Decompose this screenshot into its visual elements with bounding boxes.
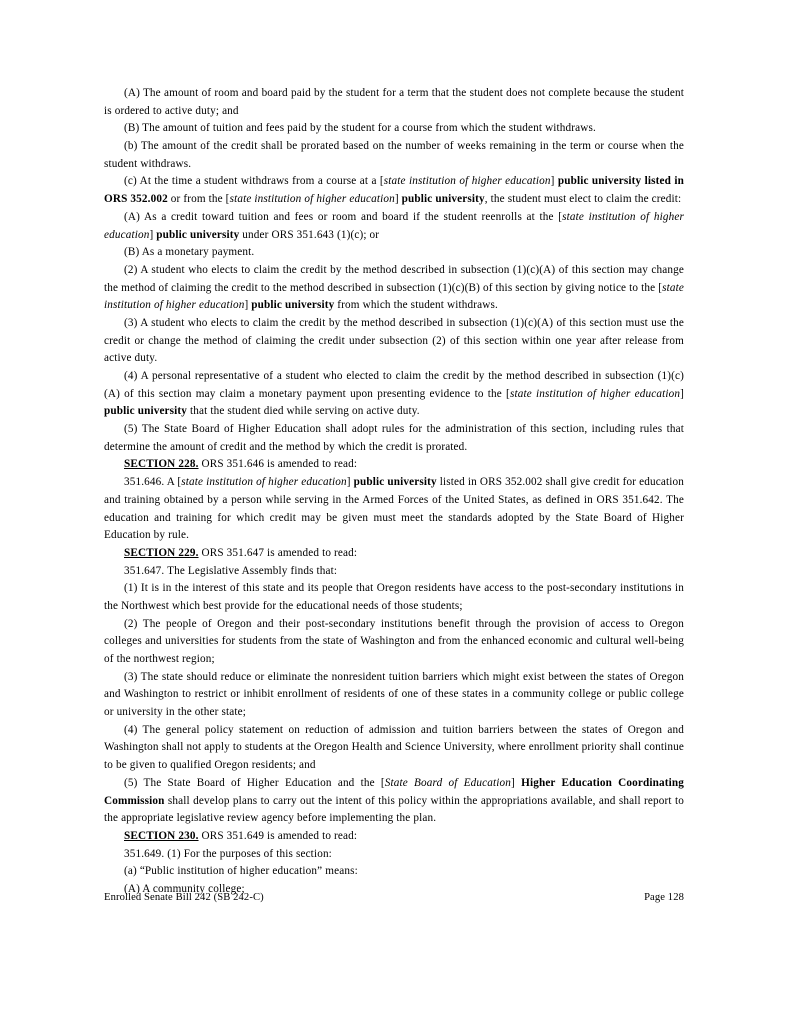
p-3-nonresident-tuition: (3) The state should reduce or eliminate the nonresident tuition barriers which might exist between the states of Oregon and Washington to restrict or inhibit enrollment of residents of one of these states in a community college or public college or university in the other state; — [104, 670, 684, 719]
p-A-community-college: (A) A community college; — [124, 882, 245, 895]
p-section-230: SECTION 230. ORS 351.649 is amended to read: — [124, 829, 358, 842]
p-2-people-oregon: (2) The people of Oregon and their post-secondary institutions benefit through the provision of access to Oregon colleges and universities for students from the state of Washington and from the enhanced economic and cultural well-being of the northwest region; — [104, 617, 684, 665]
p-B-monetary-payment: (B) As a monetary payment. — [124, 246, 255, 259]
p-351-647: 351.647. The Legislative Assembly finds that: — [124, 564, 338, 577]
p-4-general-policy: (4) The general policy statement on reduction of admission and tuition barriers between the states of Oregon and Washington shall not apply to students at the Oregon Health and Science University, where enrollment priority shall continue to be given to qualified Oregon residents; and — [104, 723, 684, 772]
p-5-state-board-rules: (5) The State Board of Higher Education shall adopt rules for the administration of this section, including rules that determine the amount of credit and the method by which the credit is prorated. — [104, 423, 684, 453]
p-351-649: 351.649. (1) For the purposes of this section: — [124, 847, 332, 860]
footer-bill-title: Enrolled Senate Bill 242 (SB 242-C) — [104, 892, 264, 903]
p-2-change-method: (2) A student who elects to claim the credit by the method described in subsection (1)(c)(A) of this section may change the method of claiming the credit to the method described in subsection (1)(c)(B) of this section by giving notice to the [state institution of higher education] public university from which the student withdraws. — [104, 263, 684, 312]
p-5-hecc-plans: (5) The State Board of Higher Education and the [State Board of Education] Higher Education Coordinating Commission shall develop plans to carry out the intent of this policy within the appropriations available, and shall report to the appropriate legislative review agency before implementing the plan. — [104, 776, 684, 825]
document-body — [104, 85, 684, 899]
p-3-one-year: (3) A student who elects to claim the credit by the method described in subsection (1)(c)(A) of this section must use the credit or change the method of claiming the credit under subsection (2) of this section within one year after release from active duty. — [104, 316, 684, 365]
footer-page-number: Page 128 — [644, 892, 684, 903]
p-351-646: 351.646. A [state institution of higher education] public university listed in ORS 352.002 shall give credit for education and training obtained by a person while serving in the Armed Forces of the United States, as defined in ORS 351.642. The education and training for which credit may be given must meet the standards adopted by the State Board of Higher Education by rule. — [104, 476, 684, 542]
p-section-228: SECTION 228. ORS 351.646 is amended to read: — [124, 458, 358, 471]
p-A-room-board: (A) The amount of room and board paid by the student for a term that the student does not complete because the student is ordered to active duty; and — [104, 87, 684, 117]
p-c-elect-claim: (c) At the time a student withdraws from a course at a [state institution of higher education] public university listed in ORS 352.002 or from the [state institution of higher education] public university, the student must elect to claim the credit: — [104, 175, 684, 206]
p-a-public-institution-def: (a) “Public institution of higher education” means: — [124, 865, 358, 878]
p-A-credit-toward: (A) As a credit toward tuition and fees or room and board if the student reenrolls at the [state institution of higher education] public university under ORS 351.643 (1)(c); or — [104, 210, 685, 241]
p-section-229: SECTION 229. ORS 351.647 is amended to read: — [124, 546, 358, 559]
p-B-tuition-fees: (B) The amount of tuition and fees paid by the student for a course from which the student withdraws. — [124, 122, 596, 135]
p-1-interest-state: (1) It is in the interest of this state and its people that Oregon residents have access to the post-secondary institutions in the Northwest which best provide for the educational needs of those students; — [104, 582, 684, 612]
p-b-prorated: (b) The amount of the credit shall be prorated based on the number of weeks remaining in the term or course when the student withdraws. — [104, 140, 684, 170]
page-footer — [104, 892, 684, 903]
p-4-personal-representative: (4) A personal representative of a student who elected to claim the credit by the method described in subsection (1)(c)(A) of this section may claim a monetary payment upon presenting evidence to the [state institution of higher education] public university that the student died while serving on active duty. — [104, 370, 684, 418]
